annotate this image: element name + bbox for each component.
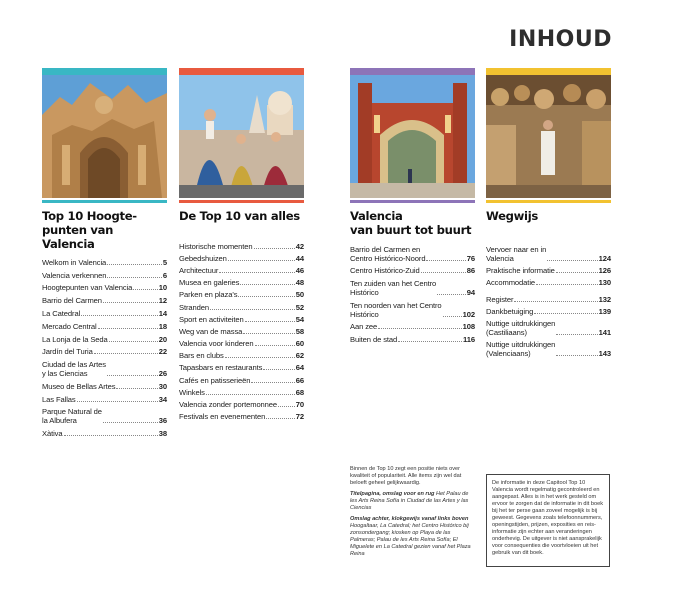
toc-entry[interactable] [350,243,475,265]
toc-entry[interactable] [179,264,304,276]
toc-entry-page: 58 [295,326,304,336]
toc-entry[interactable] [179,411,304,423]
back-cover-credits [350,516,475,558]
toc-entry-page: 18 [158,321,167,331]
dot-leader [378,328,461,329]
color-bar [486,200,611,203]
back-credits-title: Omslag achter, klokgewijs vanaf links boven [350,516,469,522]
color-bar [179,200,304,203]
toc-entry[interactable] [179,398,304,410]
dot-leader [251,382,294,383]
toc-entry[interactable] [486,293,611,305]
dot-leader [426,260,465,261]
toc-entry-label: Parken en plaza's [179,290,238,300]
toc-entry-page: 52 [295,302,304,312]
toc-entry-page: 124 [598,253,611,263]
toc-entry[interactable] [486,317,611,338]
toc-entry-label: Festivals en evenementen [179,412,266,422]
dot-leader [103,302,158,303]
toc-entry-label: Architectuur [179,265,219,275]
dot-leader [514,301,597,302]
toc-entry[interactable] [179,362,304,374]
toc-entry-label: Museo de Bellas Artes [42,381,116,391]
cover-credits [350,491,475,512]
section-heading: Top 10 Hoogte- punten van Valencia [42,209,137,251]
toc-entry-label: Hoogtepunten van Valencia [42,283,133,293]
toc-entry-label: Historische momenten [179,241,253,251]
toc-entry-page: 36 [158,416,167,426]
toc-entry-page: 22 [158,347,167,357]
toc-entry-label: Ten noorden van het Centro Histórico [350,300,442,319]
toc-entry[interactable] [350,265,475,278]
toc-entry-label: Mercado Central [42,321,97,331]
section-heading: Valencia van buurt tot buurt [350,209,472,237]
toc-entry[interactable] [42,345,167,358]
toc-entry-label: Nuttige uitdrukkingen (Castiliaans) [486,318,556,337]
disclaimer-box: De informatie in deze Capitool Top 10 Valencia wordt regelmatig gecontroleerd en aangepast. Alles is in het werk gesteld om ervoor te zorgen dat de informatie in dit boek bij het ter perse gaan zoveel mogelijk is bij geweest. Gegevens zoals telefoonnummers, openingstijden, prijzen, exposities en reis-informatie zijn echter aan veranderingen onderhevig. De uitgever is niet aansprakelijk voor consequenties die voortvloeien uit het gebruik van dit boek. [486,474,610,567]
toc-entry-page: 141 [598,327,611,337]
toc-entry-page: 50 [295,290,304,300]
toc-entry-label: Valencia zonder portemonnee [179,400,278,410]
toc-entry-label: La Catedral [42,309,81,319]
back-credits-body: Hoogaltaar, La Catedral; het Centro Histórico bij zonsondergang; kiosken op Playa de las Palmeras; Palau de les Arts Reina Sofía; El Miguelete en La Catedral gezien vanaf het Plaza Reina [350,523,471,557]
dot-leader [109,341,158,342]
toc-entry[interactable] [486,305,611,317]
dot-leader [547,260,597,261]
toc-entry-page: 132 [598,294,611,304]
toc-entry-label: Ciudad de las Artes y las Ciencias [42,360,106,379]
dot-leader [107,277,162,278]
dot-leader [534,313,597,314]
toc-column-top10-everything [179,68,304,423]
basket-shop-photo [486,75,611,198]
section-heading: De Top 10 van alles [179,209,300,223]
toc-entry[interactable] [42,269,167,282]
dot-leader [81,315,158,316]
dot-leader [266,418,295,419]
toc-entry-label: Sport en activiteiten [179,314,244,324]
toc-entry-label: Parque Natural de la Albufera [42,407,102,426]
dot-leader [421,272,466,273]
toc-entry-label: Stranden [179,302,210,312]
toc-entry-label: Cafés en patisserieën [179,375,251,385]
toc-entry-label: Nuttige uitdrukkingen (Valenciaans) [486,339,556,358]
toc-entry-page: 26 [158,369,167,379]
dot-leader [243,333,294,334]
toc-entry[interactable] [42,256,167,269]
toc-list [350,243,475,346]
dot-leader [94,353,158,354]
toc-entry-page: 108 [462,322,475,332]
toc-entry-page: 12 [158,296,167,306]
toc-entry-page: 30 [158,381,167,391]
toc-entry-page: 139 [598,306,611,316]
toc-column-getting-around [486,68,611,359]
toc-entry[interactable] [486,338,611,359]
toc-entry[interactable] [42,427,167,440]
toc-entry[interactable] [42,406,167,428]
toc-entry-page: 46 [295,265,304,275]
toc-entry-label: Las Fallas [42,394,76,404]
toc-entry-label: Gebedshuizen [179,253,227,263]
toc-entry-page: 126 [598,265,611,275]
toc-entry-label: La Lonja de la Seda [42,334,108,344]
dot-leader [107,264,162,265]
toc-entry-label: Bars en clubs [179,351,224,361]
section-heading: Wegwijs [486,209,538,223]
toc-entry[interactable] [179,386,304,398]
cathedral-portal-photo [42,75,167,198]
toc-entry[interactable] [179,252,304,264]
toc-entry[interactable] [350,277,475,299]
toc-entry-page: 54 [295,314,304,324]
toc-entry-label: Winkels [179,387,205,397]
toc-entry[interactable] [42,333,167,346]
toc-entry-page: 20 [158,334,167,344]
toc-entry-page: 64 [295,363,304,373]
toc-entry[interactable] [350,333,475,346]
toc-entry-page: 62 [295,351,304,361]
toc-entry[interactable] [179,313,304,325]
toc-entry[interactable] [350,299,475,321]
dot-leader [238,296,294,297]
toc-entry[interactable] [42,380,167,393]
dot-leader [240,284,294,285]
page-title: INHOUD [509,27,612,52]
toc-entry-label: Jardín del Turia [42,347,93,357]
toc-entry-page: 38 [158,429,167,439]
toc-entry[interactable] [179,289,304,301]
notes-intro: Binnen de Top 10 zegt een positie niets over kwaliteit of populariteit. Alle items zijn wel dat beloeft geheel gelijkwaardig. [350,466,462,486]
dot-leader [107,375,158,376]
toc-entry-label: Valencia voor kinderen [179,339,254,349]
color-bar [42,68,167,75]
toc-entry-label: Welkom in Valencia [42,257,107,267]
toc-entry-page: 60 [295,339,304,349]
toc-entry-label: Ten zuiden van het Centro Histórico [350,278,437,297]
toc-entry[interactable] [42,282,167,295]
dot-leader [254,248,295,249]
toc-entry[interactable] [42,307,167,320]
toc-entry-page: 143 [598,348,611,358]
toc-entry[interactable] [486,243,611,264]
toc-entry-page: 34 [158,394,167,404]
toc-entry-page: 66 [295,375,304,385]
station-facade-photo [350,75,475,198]
toc-entry-page: 130 [598,277,611,287]
toc-entry[interactable] [179,240,304,252]
toc-column-neighbourhoods [350,68,475,346]
toc-list [179,240,304,423]
color-bar [42,200,167,203]
toc-entry[interactable] [486,276,611,288]
dot-leader [556,272,598,273]
toc-entry-page: 94 [466,287,475,297]
toc-entry[interactable] [179,325,304,337]
toc-entry[interactable] [179,374,304,386]
dot-leader [255,345,295,346]
dot-leader [64,435,158,436]
toc-entry-label: Tapasbars en restaurants [179,363,263,373]
dot-leader [228,260,295,261]
toc-entry[interactable] [350,320,475,333]
toc-entry-label: Register [486,294,514,304]
cover-credits-title: Titelpagina, omslag voor en rug [350,491,435,497]
toc-entry-label: Dankbetuiging [486,306,534,316]
toc-entry-page: 76 [466,253,475,263]
toc-entry-label: Valencia verkennen [42,270,107,280]
dot-leader [263,369,294,370]
toc-entry-page: 10 [158,283,167,293]
dot-leader [536,284,598,285]
dot-leader [206,394,295,395]
toc-entry-page: 5 [162,257,167,267]
toc-entry-page: 102 [462,309,475,319]
dot-leader [98,328,158,329]
dot-leader [278,406,295,407]
color-bar [486,68,611,75]
toc-entry-page: 70 [295,400,304,410]
toc-entry[interactable] [486,264,611,276]
toc-entry-label: Musea en galeries [179,278,240,288]
toc-entry-page: 72 [295,412,304,422]
toc-entry-label: Praktische informatie [486,265,555,275]
dot-leader [556,334,597,335]
dot-leader [210,309,295,310]
toc-entry-page: 6 [162,270,167,280]
toc-entry-label: Barrio del Carmen en Centro Histórico-Noord [350,244,426,263]
dot-leader [225,357,295,358]
toc-entry[interactable] [179,277,304,289]
color-bar [179,68,304,75]
toc-entry-label: Xàtiva [42,429,63,439]
toc-list [486,243,611,359]
toc-entry-label: Vervoer naar en in Valencia [486,244,547,263]
dot-leader [443,316,462,317]
dot-leader [103,422,158,423]
toc-entry-page: 68 [295,387,304,397]
folk-dancers-photo [179,75,304,198]
toc-column-top10-highlights [42,68,167,440]
toc-entry-page: 48 [295,278,304,288]
toc-entry-page: 14 [158,309,167,319]
toc-entry[interactable] [179,338,304,350]
toc-entry[interactable] [179,350,304,362]
dot-leader [116,388,157,389]
toc-entry[interactable] [179,301,304,313]
dot-leader [245,321,295,322]
toc-entry-page: 44 [295,253,304,263]
toc-entry-label: Barrio del Carmen [42,296,102,306]
toc-entry-label: Weg van de massa [179,326,243,336]
dot-leader [133,289,158,290]
toc-entry-page: 116 [463,334,475,344]
toc-entry-label: Aan zee [350,322,378,332]
toc-entry-page: 86 [466,266,475,276]
dot-leader [556,355,597,356]
toc-entry-label: Centro Histórico-Zuid [350,266,420,276]
color-bar [350,200,475,203]
toc-entry-label: Accommodatie [486,277,536,287]
dot-leader [437,294,466,295]
toc-entry[interactable] [42,358,167,380]
top10-notes [350,466,475,562]
dot-leader [77,401,158,402]
toc-entry[interactable] [42,294,167,307]
color-bar [350,68,475,75]
toc-entry[interactable] [42,320,167,333]
dot-leader [219,272,294,273]
toc-entry[interactable] [42,393,167,406]
dot-leader [398,341,462,342]
toc-entry-label: Buiten de stad [350,334,398,344]
toc-entry-page: 42 [295,241,304,251]
cover-credits-body: Het Palau de les Arts Reina Sofía in Ciudad de las Artes y las Ciencias [350,491,469,511]
toc-list [42,256,167,440]
